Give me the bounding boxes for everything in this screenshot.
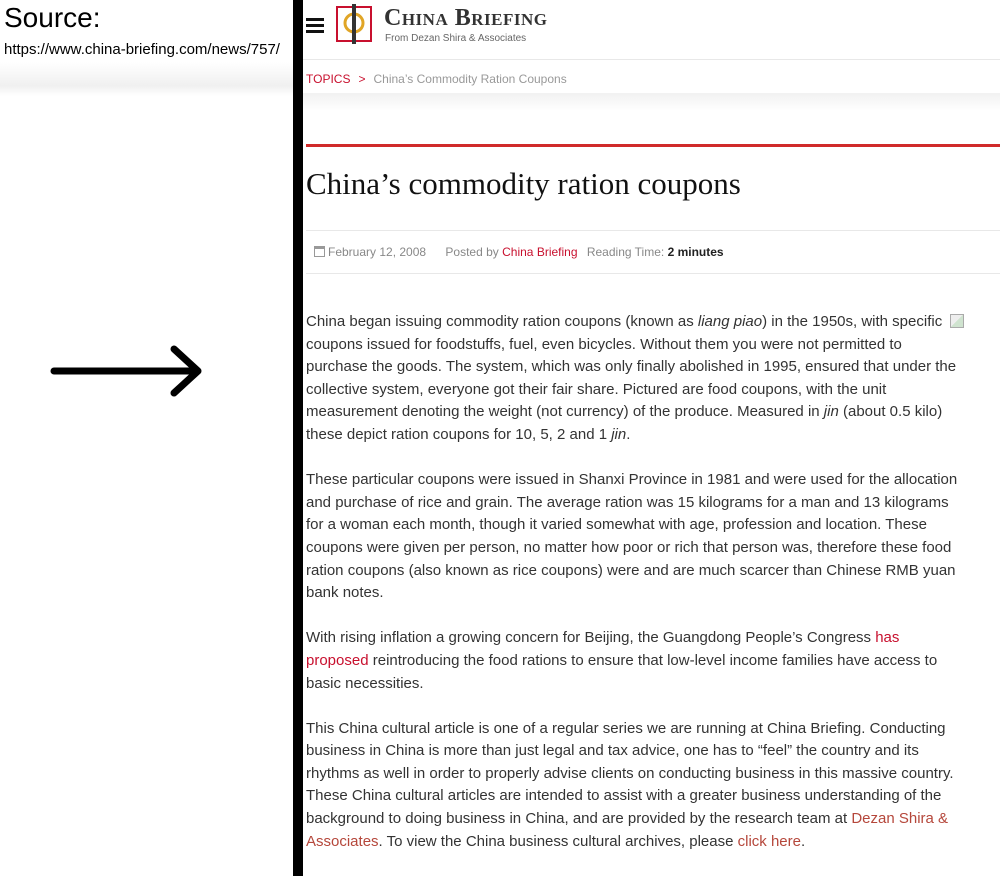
post-date: February 12, 2008 [328,245,427,259]
paragraph-4: This China cultural article is one of a regular series we are running at China Briefing. Conducting business in China is more than just legal and tax advice, one has to “feel” the country and its rhythms as well in order to properly advise clients on conducting business in this massive country. These China cultural articles are intended to assist with a greater business understanding of the background to doing business in China, and are provided by the research team at Dezan Shira & Associates. To view the China business cultural archives, please click here. [306,719,954,850]
reading-time-value: 2 minutes [667,245,724,259]
source-label: Source: [4,2,101,33]
vertical-divider [293,0,303,876]
click-here-link[interactable]: click here [737,832,801,850]
breadcrumb-separator: > [358,72,366,86]
header-shadow-strip [0,62,293,96]
dezan-shira-link[interactable]: Dezan Shira & Associates [306,810,949,850]
posted-by-label: Posted by [445,245,499,259]
logo-subtitle: From Dezan Shira & Associates [385,33,527,44]
reading-time-label: Reading Time: [586,245,665,259]
has-proposed-link[interactable]: has proposed [306,629,900,669]
paragraph-1: China began issuing commodity ration coupons (known as liang piao) in the 1950s, with specific coupons issued for foodstuffs, fuel, even bicycles. Without them you were not permitted to purchase the goods. The system, which was only finally abolished in 1995, ensured that under the collective system, everyone got their fair share. Pictured are food coupons, with the unit measurement denoting the weight (not currency) of the produce. Measured in jin (about 0.5 kilo) these depict ration coupons for 10, 5, 2 and 1 jin. [306,311,966,447]
site-header [303,0,1000,60]
calendar-icon [314,246,325,257]
logo-title[interactable]: China Briefing [384,5,548,31]
paragraph-2: These particular coupons were issued in Shanxi Province in 1981 and were used for the allocation and purchase of rice and grain. The average ration was 15 kilograms for a man and 13 kilograms for a woman each month, though it varied somewhat with age, profession and location. These coupons were given per person, no matter how poor or rich that person was, therefore these food ration coupons (also known as rice coupons) were and are much scarcer than Chinese RMB yuan bank notes. [306,471,958,602]
source-url: https://www.china-briefing.com/news/757/ [4,41,280,58]
broken-image-icon [950,314,964,328]
author-link[interactable]: China Briefing [502,245,578,259]
meta-divider-top [306,230,1000,231]
right-arrow-icon [50,343,206,399]
article-body [306,311,966,876]
meta-divider-bottom [306,273,1000,274]
article-meta [314,245,724,259]
web-page [303,0,1000,876]
page-title: China’s commodity ration coupons [306,166,741,201]
annotation-panel [0,0,293,876]
breadcrumb-topics-link[interactable]: TOPICS [306,72,351,86]
paragraph-3: With rising inflation a growing concern for Beijing, the Guangdong People’s Congress has proposed reintroducing the food rations to ensure that low-level income families have access to basic necessities. [306,629,938,692]
header-shadow [303,93,1000,111]
hamburger-menu-icon[interactable] [306,18,324,34]
breadcrumb [306,72,567,86]
title-rule [306,144,1000,147]
breadcrumb-current: China’s Commodity Ration Coupons [373,72,567,86]
china-briefing-logo-icon[interactable] [335,4,373,44]
